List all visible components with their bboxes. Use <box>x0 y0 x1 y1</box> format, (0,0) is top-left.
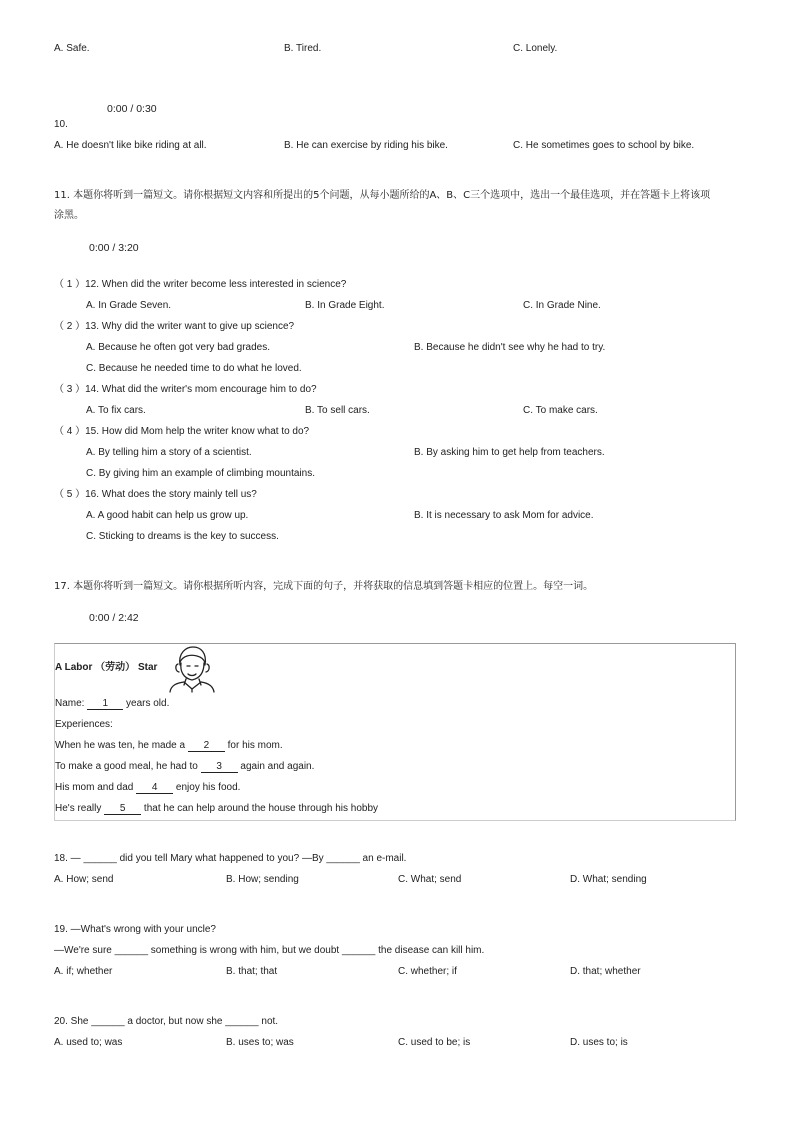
q19-option-a: A. if; whether <box>54 966 113 977</box>
box-line-2 <box>55 719 113 731</box>
q14-option-c: C. To make cars. <box>523 405 598 416</box>
q20-option-d: D. uses to; is <box>570 1037 628 1048</box>
box-line-1 <box>55 698 169 710</box>
q16-option-a: A. A good habit can help us grow up. <box>86 510 249 521</box>
q12-option-a: A. In Grade Seven. <box>86 300 172 311</box>
q16-question: （ 5 ）16. What does the story mainly tell us? <box>54 489 257 500</box>
q12-question: （ 1 ）12. When did the writer become less interested in science? <box>54 279 347 290</box>
box-line-6 <box>55 803 378 815</box>
blank-5[interactable]: 5 <box>104 803 141 815</box>
q20-question: 20. She ______ a doctor, but now she ______ not. <box>54 1016 279 1027</box>
q12-option-b: B. In Grade Eight. <box>305 300 385 311</box>
q13-option-b: B. Because he didn't see why he had to try. <box>414 342 606 353</box>
q13-question: （ 2 ）13. Why did the writer want to give up science? <box>54 321 295 332</box>
blank-3[interactable]: 3 <box>201 761 238 773</box>
q19-question-line1: 19. —What's wrong with your uncle? <box>54 924 216 935</box>
q13-option-c: C. Because he needed time to do what he loved. <box>86 363 302 374</box>
q14-question: （ 3 ）14. What did the writer's mom encourage him to do? <box>54 384 317 395</box>
box-line-3-text-after: for his mom. <box>224 740 283 751</box>
q11-audio-timer[interactable]: 0:00 / 3:20 <box>89 242 139 254</box>
q20-option-a: A. used to; was <box>54 1037 123 1048</box>
box-line-4 <box>55 761 314 773</box>
box-line-4-text-before: To make a good meal, he had to <box>55 761 201 772</box>
q18-option-a: A. How; send <box>54 874 114 885</box>
box-line-4-text-after: again and again. <box>237 761 315 772</box>
q11-instruction-line2: 涂黑。 <box>54 210 84 221</box>
box-line-3 <box>55 740 283 752</box>
q10-number: 10. <box>54 119 68 130</box>
q13-option-a: A. Because he often got very bad grades. <box>86 342 271 353</box>
q19-question-line2: —We're sure ______ something is wrong with him, but we doubt ______ the disease can kill him. <box>54 945 485 956</box>
q16-option-b: B. It is necessary to ask Mom for advice. <box>414 510 594 521</box>
q18-option-d: D. What; sending <box>570 874 647 885</box>
q12-option-c: C. In Grade Nine. <box>523 300 601 311</box>
q15-option-a: A. By telling him a story of a scientist. <box>86 447 252 458</box>
q10-option-b: B. He can exercise by riding his bike. <box>284 140 448 151</box>
q18-option-c: C. What; send <box>398 874 462 885</box>
q19-option-b: B. that; that <box>226 966 278 977</box>
q17-instruction: 17. 本题你将听到一篇短文。请你根据所听内容，完成下面的句子，并将获取的信息填到答题卡相应的位置上。每空一词。 <box>54 581 594 592</box>
q19-option-d: D. that; whether <box>570 966 641 977</box>
q19-option-c: C. whether; if <box>398 966 457 977</box>
q20-option-b: B. uses to; was <box>226 1037 294 1048</box>
box-line-1-text-after: years old. <box>123 698 170 709</box>
q10-audio-timer[interactable]: 0:00 / 0:30 <box>107 103 157 115</box>
box-title: A Labor （劳动） Star <box>55 662 158 673</box>
box-line-3-text-before: When he was ten, he made a <box>55 740 188 751</box>
q14-option-a: A. To fix cars. <box>86 405 146 416</box>
box-line-5-text-after: enjoy his food. <box>173 782 241 793</box>
box-line-6-text-before: He's really <box>55 803 105 814</box>
blank-1[interactable]: 1 <box>87 698 123 710</box>
box-line-2-text: Experiences: <box>55 719 113 730</box>
q15-option-c: C. By giving him an example of climbing mountains. <box>86 468 315 479</box>
q20-option-c: C. used to be; is <box>398 1037 471 1048</box>
q14-option-b: B. To sell cars. <box>305 405 370 416</box>
q18-question: 18. — ______ did you tell Mary what happened to you? —By ______ an e-mail. <box>54 853 407 864</box>
q17-audio-timer[interactable]: 0:00 / 2:42 <box>89 612 139 624</box>
box-line-1-text-before: Name: <box>55 698 88 709</box>
q9-option-b: B. Tired. <box>284 43 322 54</box>
q15-question: （ 4 ）15. How did Mom help the writer know what to do? <box>54 426 310 437</box>
box-line-5 <box>55 782 240 794</box>
q16-option-c: C. Sticking to dreams is the key to success. <box>86 531 279 542</box>
blank-2[interactable]: 2 <box>188 740 225 752</box>
blank-4[interactable]: 4 <box>136 782 173 794</box>
q10-option-a: A. He doesn't like bike riding at all. <box>54 140 207 151</box>
q9-option-a: A. Safe. <box>54 43 90 54</box>
q15-option-b: B. By asking him to get help from teachers. <box>414 447 605 458</box>
q11-instruction-line1: 11. 本题你将听到一篇短文。请你根据短文内容和所提出的5个问题，从每小题所给的A、B、C三个选项中，选出一个最佳选项，并在答题卡上将该项 <box>54 190 711 201</box>
box-line-6-text-after: that he can help around the house through his hobby <box>141 803 379 814</box>
q10-option-c: C. He sometimes goes to school by bike. <box>513 140 695 151</box>
q9-option-c: C. Lonely. <box>513 43 558 54</box>
worker-portrait-illustration <box>166 645 218 693</box>
box-line-5-text-before: His mom and dad <box>55 782 137 793</box>
q18-option-b: B. How; sending <box>226 874 299 885</box>
